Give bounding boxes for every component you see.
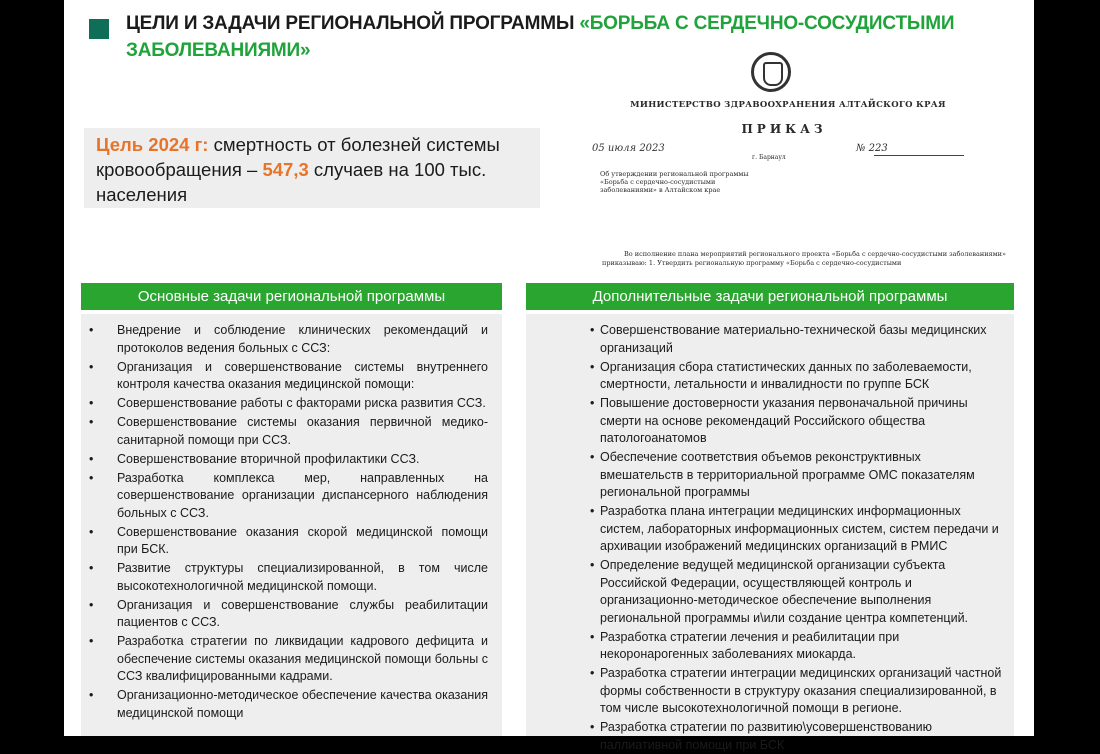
list-item: • Внедрение и соблюдение клинических рекомендаций и протоколов ведения больных с ССЗ:: [117, 322, 488, 357]
list-item: • Совершенствование работы с факторами риска развития ССЗ.: [117, 395, 488, 413]
list-item: • Организация и совершенствование службы реабилитации пациентов с ССЗ.: [117, 597, 488, 632]
extra-tasks-header: Дополнительные задачи региональной программы: [526, 283, 1014, 310]
extra-tasks-panel: [526, 314, 1014, 752]
decree-title: ПРИКАЗ: [741, 122, 827, 136]
list-item: • Совершенствование системы оказания первичной медико-санитарной помощи при ССЗ.: [117, 414, 488, 449]
list-item: • Разработка стратегии лечения и реабилитации при некоронарогенных заболеваниях миокарда.: [600, 629, 1002, 664]
decree-body: Во исполнение плана мероприятий регионального проекта «Борьба с сердечно-сосудистыми заболеваниями» приказываю: 1. Утвердить региональную программу «Борьба с сердечно-сосудистыми: [602, 250, 1006, 267]
list-item: • Разработка плана интеграции медицинских информационных систем, лабораторных информационных систем, систем передачи и архивации изображений медицинских организаций в РМИС: [600, 503, 1002, 556]
coat-of-arms-icon: [751, 52, 791, 92]
list-item: • Совершенствование вторичной профилактики ССЗ.: [117, 451, 488, 469]
goal-label: Цель 2024 г:: [96, 134, 209, 155]
list-item: • Организация сбора статистических данных по заболеваемости, смертности, летальности и инвалидности по группе БСК: [600, 359, 1002, 394]
list-item: • Организационно-методическое обеспечение качества оказания медицинской помощи: [117, 687, 488, 722]
goal-value: 547,3: [262, 159, 309, 180]
main-tasks-list: [81, 314, 502, 722]
extra-tasks-list: [526, 314, 1014, 754]
list-item: • Разработка стратегии интеграции медицинских организаций частной формы собственности в структуру оказания специализированной, в том числе высокотехнологичной помощи в регионе.: [600, 665, 1002, 718]
list-item: • Организация и совершенствование системы внутреннего контроля качества оказания медицинской помощи:: [117, 359, 488, 394]
goal-text-1: смертность от болезней системы кровообращения –: [96, 134, 500, 180]
list-item: • Совершенствование оказания скорой медицинской помощи при БСК.: [117, 524, 488, 559]
list-item: • Разработка стратегии по ликвидации кадрового дефицита и обеспечение системы оказания медицинской помощи больны с ССЗ квалифицированными кадрами.: [117, 633, 488, 686]
list-item: • Совершенствование материально-технической базы медицинских организаций: [600, 322, 1002, 357]
main-tasks-header: Основные задачи региональной программы: [81, 283, 502, 310]
goal-box: [84, 128, 540, 208]
list-item: • Разработка стратегии по развитию\усовершенствованию паллиативной помощи при БСК: [600, 719, 1002, 754]
decree-number-line: [874, 155, 964, 156]
slide: [64, 0, 1034, 752]
list-item: • Развитие структуры специализированной, в том числе высокотехнологичной медицинской помощи.: [117, 560, 488, 595]
list-item: • Определение ведущей медицинской организации субъекта Российской Федерации, осуществляющей контроль и организационно-методическое обеспечение выполнения региональной программы и\или создание центра компетенций.: [600, 557, 1002, 627]
title-program-name: «БОРЬБА С СЕРДЕЧНО-СОСУДИСТЫМИ ЗАБОЛЕВАНИЯМИ»: [126, 13, 955, 61]
decree-city: г. Барнаул: [752, 154, 786, 161]
decree-number: № 223: [856, 143, 888, 154]
decree-ministry: МИНИСТЕРСТВО ЗДРАВООХРАНЕНИЯ АЛТАЙСКОГО КРАЯ: [630, 100, 946, 110]
decree-subject: Об утверждении региональной программы «Борьба с сердечно-сосудистыми заболеваниями» в Алтайском крае: [600, 170, 749, 194]
list-item: • Разработка комплекса мер, направленных на совершенствование организации диспансерного наблюдения больных с ССЗ.: [117, 470, 488, 523]
main-tasks-panel: [81, 314, 502, 736]
goal-text-2: случаев на 100 тыс. населения: [96, 159, 487, 205]
list-item: • Обеспечение соответствия объемов реконструктивных вмешательств в территориальной программе ОМС показателям региональной программы: [600, 449, 1002, 502]
title-text: ЦЕЛИ И ЗАДАЧИ РЕГИОНАЛЬНОЙ ПРОГРАММЫ: [126, 13, 580, 34]
title-marker: [89, 19, 109, 39]
list-item: • Повышение достоверности указания первоначальной причины смерти на основе рекомендаций Российского общества патологоанатомов: [600, 395, 1002, 448]
decree-document: [584, 48, 1024, 278]
decree-date: 05 июля 2023: [592, 143, 665, 154]
